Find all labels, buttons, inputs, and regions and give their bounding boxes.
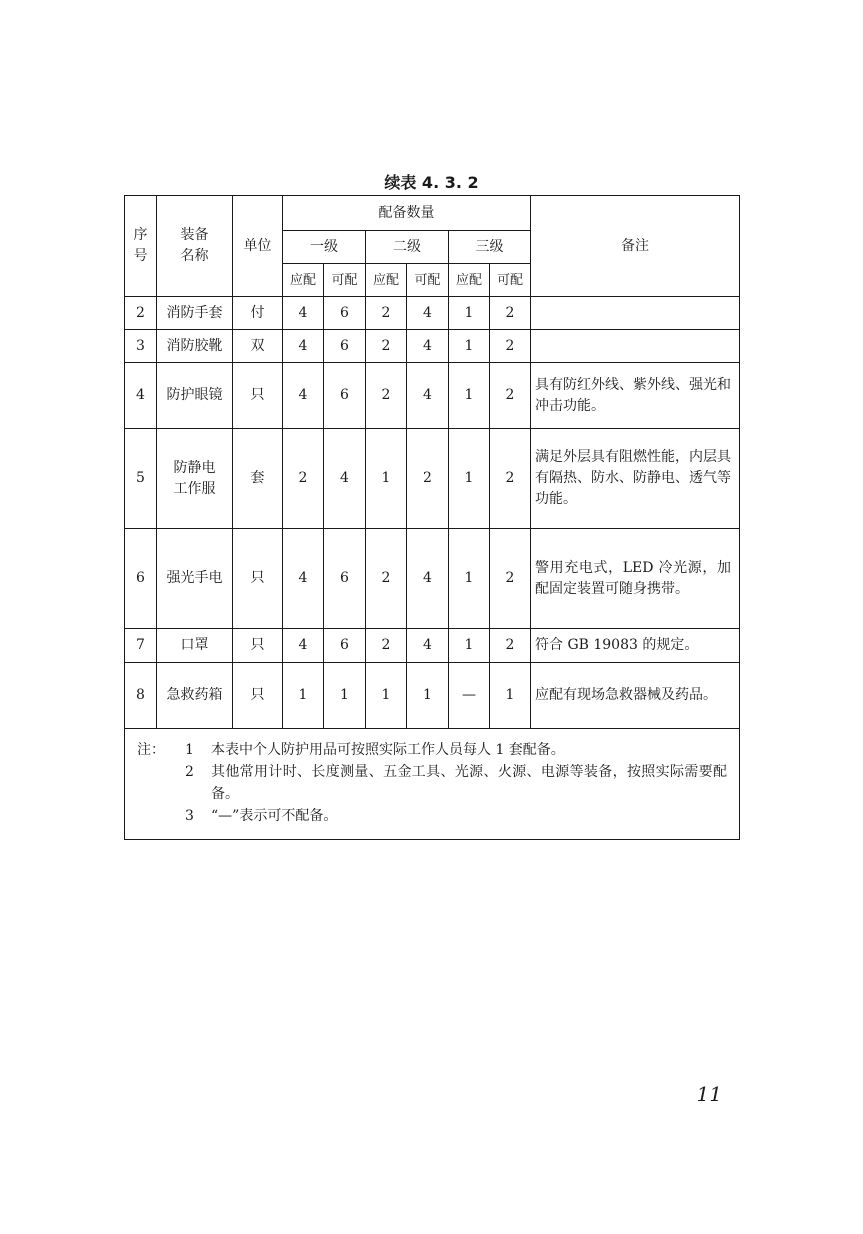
cell-qty: 4 xyxy=(283,297,324,330)
header-name: 装备名称 xyxy=(157,196,233,297)
cell-qty: 2 xyxy=(366,363,407,429)
cell-qty: 4 xyxy=(407,629,449,663)
header-seq: 序号 xyxy=(125,196,157,297)
note-item xyxy=(137,805,739,827)
table-row xyxy=(125,297,740,330)
header-level1: 一级 xyxy=(283,231,366,264)
cell-qty: 6 xyxy=(324,297,366,330)
cell-qty: 1 xyxy=(449,529,490,629)
table-row xyxy=(125,529,740,629)
header-required: 应配 xyxy=(283,264,324,297)
cell-unit: 套 xyxy=(233,429,283,529)
cell-name: 消防胶靴 xyxy=(157,330,233,363)
cell-unit: 只 xyxy=(233,529,283,629)
note-text: “—”表示可不配备。 xyxy=(211,808,338,824)
note-text: 其他常用计时、长度测量、五金工具、光源、火源、电源等装备，按照实际需要配备。 xyxy=(211,764,727,802)
cell-qty: 4 xyxy=(283,629,324,663)
header-required: 应配 xyxy=(366,264,407,297)
cell-qty: 1 xyxy=(449,297,490,330)
cell-seq: 8 xyxy=(125,663,157,729)
cell-qty: 4 xyxy=(407,529,449,629)
page-number: 11 xyxy=(696,1082,722,1106)
table-caption: 续表 4. 3. 2 xyxy=(384,173,479,192)
cell-qty: 6 xyxy=(324,330,366,363)
header-optional: 可配 xyxy=(490,264,531,297)
cell-qty: 1 xyxy=(407,663,449,729)
cell-seq: 3 xyxy=(125,330,157,363)
cell-unit: 付 xyxy=(233,297,283,330)
cell-name: 防静电工作服 xyxy=(157,429,233,529)
cell-qty: 1 xyxy=(449,629,490,663)
cell-qty: 1 xyxy=(490,663,531,729)
cell-qty: 2 xyxy=(490,297,531,330)
cell-name: 消防手套 xyxy=(157,297,233,330)
cell-qty: 4 xyxy=(283,330,324,363)
cell-remark xyxy=(531,330,740,363)
cell-qty: 2 xyxy=(490,529,531,629)
table-notes xyxy=(125,729,740,840)
note-text: 本表中个人防护用品可按照实际工作人员每人 1 套配备。 xyxy=(211,742,565,758)
table-row xyxy=(125,363,740,429)
note-item xyxy=(137,739,739,761)
cell-qty: 4 xyxy=(407,363,449,429)
cell-name: 防护眼镜 xyxy=(157,363,233,429)
cell-remark xyxy=(531,297,740,330)
cell-qty: 1 xyxy=(449,330,490,363)
cell-unit: 只 xyxy=(233,663,283,729)
cell-unit: 只 xyxy=(233,363,283,429)
cell-seq: 5 xyxy=(125,429,157,529)
cell-qty: 1 xyxy=(324,663,366,729)
note-lead: 注： xyxy=(137,742,165,758)
cell-remark: 满足外层具有阻燃性能，内层具有隔热、防水、防静电、透气等功能。 xyxy=(531,429,740,529)
header-quantity: 配备数量 xyxy=(283,196,531,231)
header-required: 应配 xyxy=(449,264,490,297)
cell-qty: 2 xyxy=(490,429,531,529)
cell-qty: 1 xyxy=(283,663,324,729)
cell-remark: 具有防红外线、紫外线、强光和冲击功能。 xyxy=(531,363,740,429)
header-remark: 备注 xyxy=(531,196,740,297)
cell-qty: 2 xyxy=(366,629,407,663)
cell-qty: 4 xyxy=(407,297,449,330)
note-number: 3 xyxy=(185,808,194,824)
cell-qty: 2 xyxy=(490,629,531,663)
cell-qty: 2 xyxy=(366,330,407,363)
cell-remark: 警用充电式，LED 冷光源，加配固定装置可随身携带。 xyxy=(531,529,740,629)
cell-qty: 1 xyxy=(366,429,407,529)
cell-name: 口罩 xyxy=(157,629,233,663)
cell-qty: 6 xyxy=(324,529,366,629)
note-item xyxy=(137,761,739,805)
header-optional: 可配 xyxy=(324,264,366,297)
cell-qty: 2 xyxy=(490,330,531,363)
cell-qty: 1 xyxy=(449,363,490,429)
cell-qty: 2 xyxy=(283,429,324,529)
cell-qty: 1 xyxy=(449,429,490,529)
cell-qty: 2 xyxy=(366,297,407,330)
notes-row xyxy=(125,729,740,840)
note-number: 2 xyxy=(185,764,194,780)
table-row xyxy=(125,629,740,663)
cell-unit: 只 xyxy=(233,629,283,663)
cell-qty: 4 xyxy=(283,363,324,429)
header-level3: 三级 xyxy=(449,231,531,264)
cell-seq: 4 xyxy=(125,363,157,429)
cell-qty: 4 xyxy=(407,330,449,363)
cell-remark: 符合 GB 19083 的规定。 xyxy=(531,629,740,663)
cell-qty: — xyxy=(449,663,490,729)
table-row xyxy=(125,330,740,363)
cell-qty: 4 xyxy=(324,429,366,529)
header-unit: 单位 xyxy=(233,196,283,297)
header-level2: 二级 xyxy=(366,231,449,264)
cell-name: 强光手电 xyxy=(157,529,233,629)
header-optional: 可配 xyxy=(407,264,449,297)
cell-qty: 2 xyxy=(366,529,407,629)
table-row xyxy=(125,663,740,729)
cell-qty: 6 xyxy=(324,363,366,429)
note-number: 1 xyxy=(185,742,194,758)
equipment-table xyxy=(124,195,740,840)
cell-name: 急救药箱 xyxy=(157,663,233,729)
cell-qty: 4 xyxy=(283,529,324,629)
cell-qty: 2 xyxy=(407,429,449,529)
cell-qty: 1 xyxy=(366,663,407,729)
cell-unit: 双 xyxy=(233,330,283,363)
cell-remark: 应配有现场急救器械及药品。 xyxy=(531,663,740,729)
table-row xyxy=(125,429,740,529)
cell-qty: 6 xyxy=(324,629,366,663)
cell-seq: 2 xyxy=(125,297,157,330)
cell-qty: 2 xyxy=(490,363,531,429)
cell-seq: 7 xyxy=(125,629,157,663)
cell-seq: 6 xyxy=(125,529,157,629)
